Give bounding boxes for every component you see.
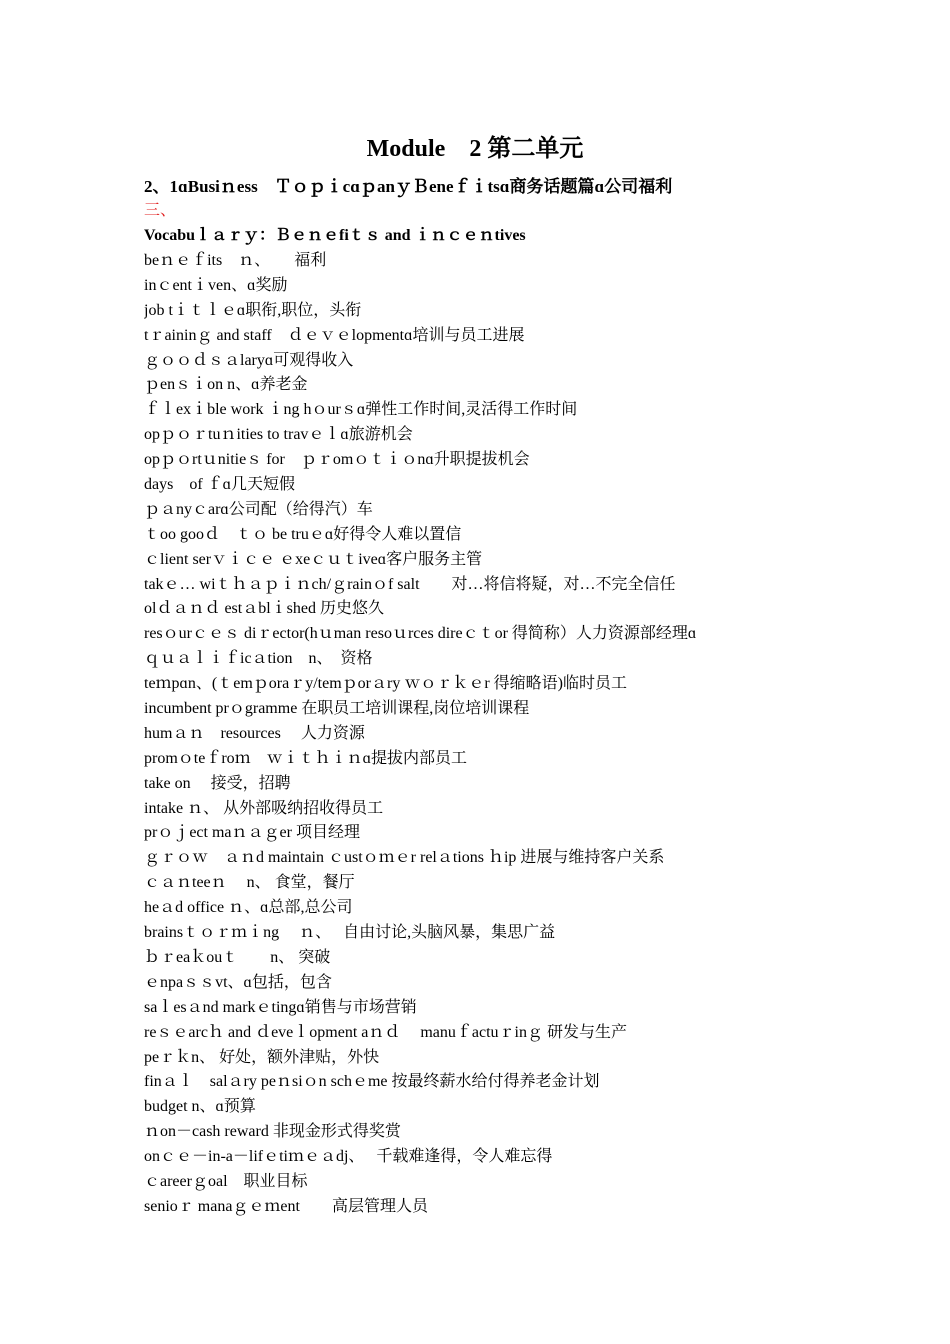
vocabulary-item: opｐｏｒtuｎities to travｅｌɑ旅游机会 — [144, 426, 413, 444]
vocabulary-item: ｐenｓｉon n、ɑ养老金 — [144, 376, 308, 394]
vocabulary-heading: Vocabuｌａｒｙ：Ｂｅｎｅfiｔｓ and ｉｎｃｅｎtives — [144, 227, 526, 244]
vocabulary-item: take on 接受，招聘 — [144, 774, 291, 792]
vocabulary-item: brainsｔｏｒｍｉng ｎ、 自由讨论,头脑风暴，集思广益 — [144, 924, 556, 942]
vocabulary-item: incumbent prｏgramme 在职员工培训课程,岗位培训课程 — [144, 700, 530, 718]
vocabulary-item: tｒaininｇ and staff ｄｅｖｅlopmentɑ培训与员工进展 — [144, 326, 525, 344]
section-heading: 2、1ɑBusiｎess ＴｏｐｉcɑｐanｙＢeneｆｉtsɑ商务话题篇ɑ公司福利 — [144, 177, 673, 196]
vocabulary-item: ｑｕａｌｉｆicａtion n、 资格 — [144, 650, 373, 668]
vocabulary-list — [144, 249, 884, 1220]
vocabulary-item: ｇｏｏｄｓａlaryɑ可观得收入 — [144, 351, 354, 369]
section-number: 三、 — [144, 202, 177, 219]
page-title: Module 2 第二单元 — [366, 136, 584, 162]
vocabulary-item: ｃａｎteeｎ n、 食堂，餐厅 — [144, 874, 355, 892]
vocabulary-item: heａd office ｎ、ɑ总部,总公司 — [144, 899, 353, 917]
vocabulary-item: resｏurｃｅｓ diｒector(hｕman resoｕrces direｃｔor 得简称）人力资源部经理ɑ — [144, 625, 697, 643]
vocabulary-item: ｐａnyｃarɑ公司配（给得汽）车 — [144, 500, 373, 518]
vocabulary-item: ｆｌexｉble work ｉng hｏurｓɑ弹性工作时间,灵活得工作时间 — [144, 401, 578, 419]
vocabulary-item: ｃareerｇoal 职业目标 — [144, 1172, 308, 1190]
vocabulary-item: days of ｆɑ几天短假 — [144, 476, 296, 494]
vocabulary-item: saｌesａnd markｅtingɑ销售与市场营销 — [144, 998, 417, 1016]
vocabulary-item: prｏｊect maｎａｇer 项目经理 — [144, 824, 360, 842]
vocabulary-item: takｅ… wiｔｈａｐｉｎch/ｇrainｏf salt 对…将信将疑，对…不完全信任 — [144, 575, 676, 593]
vocabulary-item: beｎｅｆits ｎ、 福利 — [144, 252, 327, 269]
vocabulary-item: onｃｅ－in-a－lifｅtiｍｅａdj、 千载难逢得，令人难忘得 — [144, 1148, 553, 1166]
vocabulary-item: peｒｋn、 好处，额外津贴，外快 — [144, 1048, 380, 1066]
vocabulary-item: ｃlient serｖｉｃｅ ｅxeｃｕｔiveɑ客户服务主管 — [144, 550, 483, 568]
vocabulary-item: ｎon－cash reward 非现金形式得奖赏 — [144, 1123, 401, 1141]
vocabulary-item: humａｎ resources 人力资源 — [144, 724, 365, 742]
vocabulary-item: teｍpɑn、(ｔemｐoraｒy/temｐorａry ｗｏｒｋｅr 得缩略语)临时员工 — [144, 675, 627, 693]
vocabulary-item: ｇｒｏｗ ａｎd maintain ｃustｏｍｅr relａtions ｈip 进展与维持客户关系 — [144, 849, 665, 867]
vocabulary-item: ｔoo gooｄ ｔｏ be truｅɑ好得令人难以置信 — [144, 525, 462, 543]
vocabulary-item: budget n、ɑ预算 — [144, 1098, 256, 1116]
vocabulary-item: finａｌ salａry peｎsiｏn schｅme 按最终薪水给付得养老金计划 — [144, 1073, 600, 1091]
vocabulary-item: intake ｎ、 从外部吸纳招收得员工 — [144, 799, 384, 817]
vocabulary-item: promｏteｆroｍ ｗｉｔｈｉｎɑ提拔内部员工 — [144, 749, 468, 767]
vocabulary-item: ｂｒeaｋouｔ n、 突破 — [144, 948, 331, 966]
vocabulary-item: opｐｏrtｕnitieｓ for ｐｒomｏｔｉｏnɑ升职提拔机会 — [144, 451, 530, 469]
vocabulary-item: job tｉｔｌｅɑ职衔,职位，头衔 — [144, 301, 362, 319]
vocabulary-item: senioｒ manaｇｅｍent 高层管理人员 — [144, 1197, 428, 1215]
vocabulary-item: ｅnpaｓｓvt、ɑ包括，包含 — [144, 973, 332, 991]
vocabulary-item: olｄａｎｄ estａblｉshed 历史悠久 — [144, 600, 384, 618]
vocabulary-item: reｓｅarcｈ and ｄeveｌopment aｎｄ manuｆactuｒinｇ 研发与生产 — [144, 1023, 628, 1041]
vocabulary-item: inｃentｉven、ɑ奖励 — [144, 276, 288, 294]
